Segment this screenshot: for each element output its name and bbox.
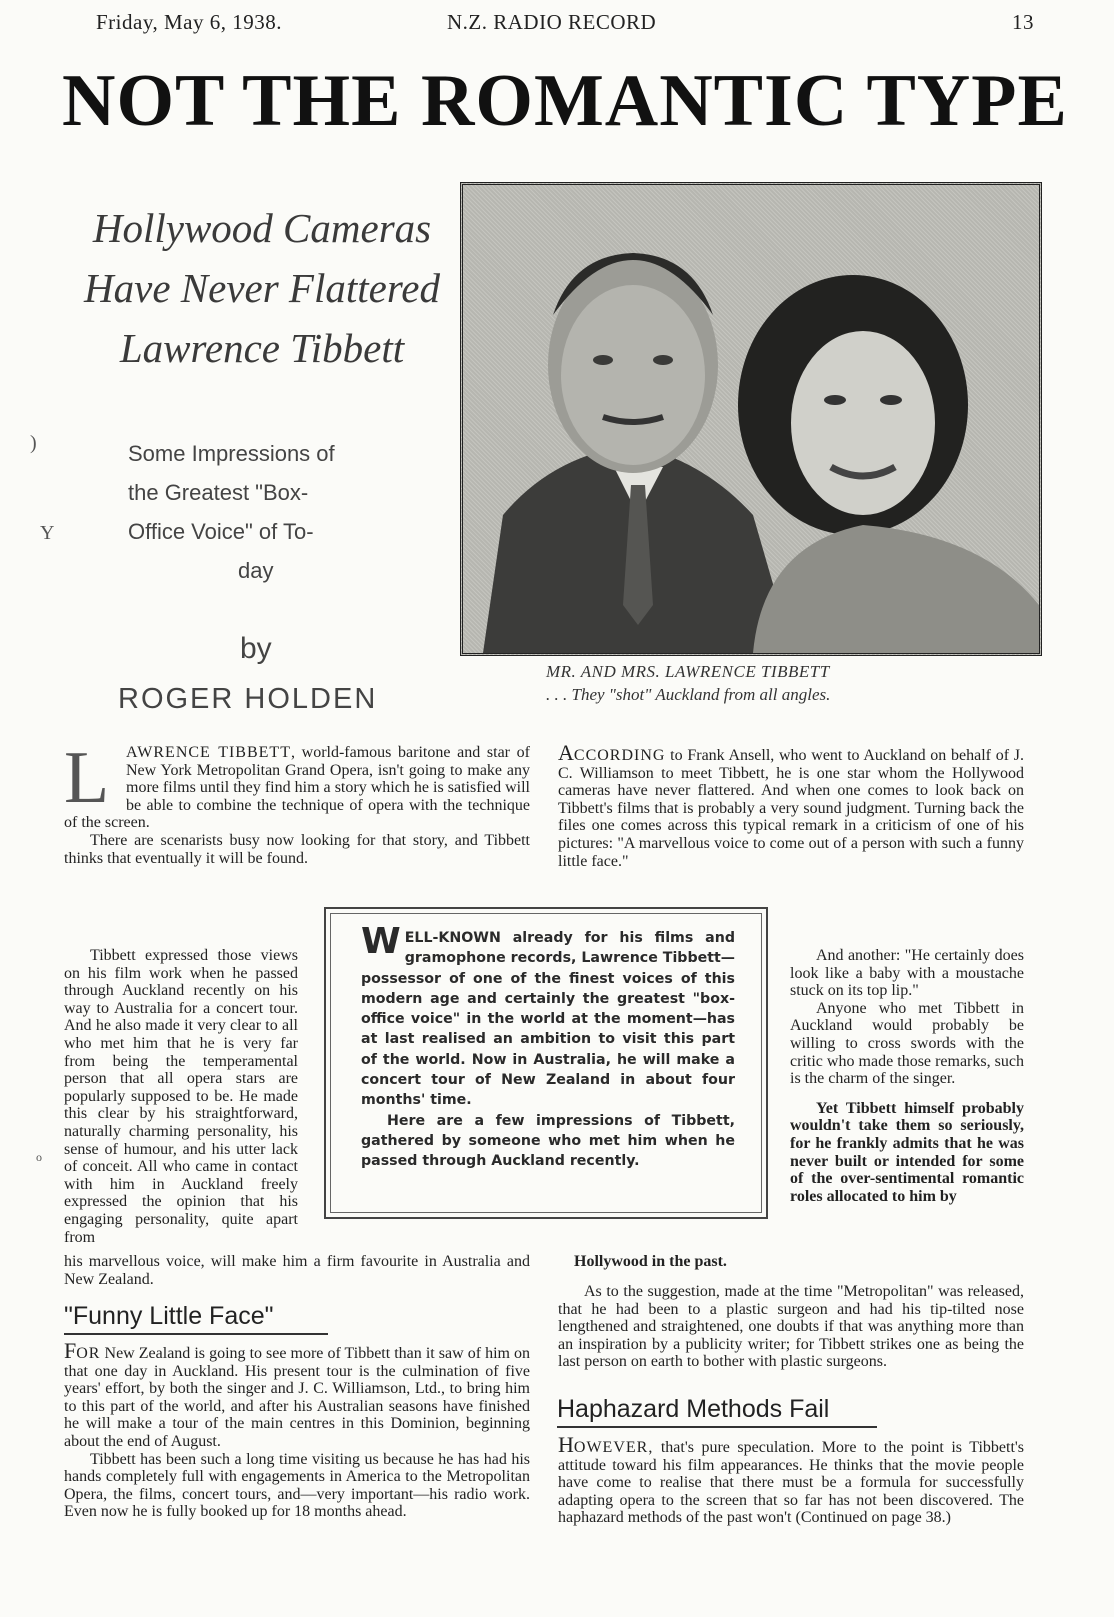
- paragraph-another: And another: "He certainly does look like a baby with a moustache stuck on its top lip.": [790, 947, 1024, 1000]
- photo-illustration: [463, 185, 1039, 653]
- standfirst-line-3: Office Voice" of To-: [128, 519, 314, 544]
- lead-in-according: CCORDING: [573, 747, 666, 764]
- lead-in-however: OWEVER,: [573, 1439, 654, 1456]
- paragraph-engagements: Tibbett has been such a long time visiting us because he has had his hands completely full with engagements in America to the Metropolitan Opera, the films, concert tours, and—very important—his radio work. Even now he is fully booked up for 18 months ahead.: [64, 1450, 530, 1521]
- boxed-summary-inner: [330, 913, 762, 1213]
- box-paragraph-2: Here are a few impressions of Tibbett, gathered by someone who met him when he passed through Auckland recently.: [361, 1112, 735, 1170]
- paragraph-views: Tibbett expressed those views on his film work when he passed through Auckland recently on his way to Australia for a concert tour. And he also made it very clear to all who met him that he is very far from being the temperamental person that all opera stars are popularly supposed to be. He made this clear by his straightforward, naturally charming personality, his sense of humour, and his utter lack of conceit. All who came in contact with him in Auckland freely expressed the opinion that his engaging personality, quite apart from: [64, 947, 298, 1246]
- deck-line-2: Have Never Flattered: [84, 265, 440, 311]
- box-paragraph-1: ELL-KNOWN already for his films and gramophone records, Lawrence Tibbett—possessor of one of the finest voices of this modern age and certainly the greatest "box-office voice" in the world at the moment—has at last realised an ambition to visit this part of the world. Now in Australia, he will make a concert tour of New Zealand in about four months' time.: [361, 930, 735, 1109]
- paragraph-anyone: Anyone who met Tibbett in Auckland would probably be willing to cross swords with the critic who made those remarks, such is the charm of the singer.: [790, 999, 1024, 1088]
- standfirst-line-1: Some Impressions of: [128, 441, 335, 466]
- deck-line-1: Hollywood Cameras: [92, 205, 432, 251]
- paragraph-yet-tibbett: Yet Tibbett himself probably wouldn't take them so seriously, for he frankly admits that he was never built or intended for some of the over-sentimental romantic roles allocated to him by: [790, 1099, 1024, 1205]
- boxed-summary: [324, 907, 768, 1219]
- standfirst-line-4: day: [238, 558, 274, 583]
- headline: NOT THE ROMANTIC TYPE: [62, 60, 1068, 142]
- header-date: Friday, May 6, 1938.: [96, 10, 282, 34]
- left-column-intro: [64, 737, 530, 867]
- left-column-end: [64, 1253, 530, 1288]
- header-publication: N.Z. RADIO RECORD: [447, 10, 657, 34]
- photo-caption-subtitle: . . . They "shot" Auckland from all angles.: [546, 685, 831, 704]
- subhead-haphazard-methods: Haphazard Methods Fail: [557, 1395, 877, 1428]
- header-page-number: 13: [1012, 10, 1034, 34]
- lead-in-for: OR: [76, 1345, 101, 1362]
- margin-mark-3: o: [36, 1150, 42, 1164]
- margin-mark-2: Y: [40, 522, 55, 544]
- lead-in-lawrence-tibbett: AWRENCE TIBBETT: [126, 744, 291, 761]
- dropcap-w: W: [361, 921, 401, 962]
- paragraph-hollywood-past: Hollywood in the past.: [574, 1253, 727, 1270]
- photo-caption-title: MR. AND MRS. LAWRENCE TIBBETT: [546, 662, 830, 681]
- deck-line-3: Lawrence Tibbett: [119, 325, 405, 371]
- paragraph-tour: New Zealand is going to see more of Tibbett than it saw of him on that one day in Auckland. His present tour is the culmination of five years' effort, by both the singer and J. C. Williamson, Ltd., to bring him to this part of the world, and after his Australian seasons have finished he will make a tour of the main centres in this Dominion, beginning about the end of August.: [64, 1345, 530, 1450]
- left-column-narrow: [64, 947, 298, 1246]
- right-column-intro: [558, 740, 1024, 870]
- deck: [62, 198, 462, 378]
- paragraph-ansell: to Frank Ansell, who went to Auckland on behalf of J. C. Williamson to meet Tibbett, he is one star whom the Hollywood cameras have never flattered. And when one comes to look back on Tibbett's films that is probably a very sound judgment. Turning back the files one comes across this typical remark in a criticism of one of his pictures: "A marvellous voice to come out of a person with such a funny little face.": [558, 747, 1024, 870]
- section-haphazard-methods: [558, 1432, 1024, 1527]
- photo-mr-mrs-tibbett: [460, 182, 1042, 656]
- dropcap-l: L: [64, 737, 110, 819]
- paragraph-views-end: his marvellous voice, will make him a firm favourite in Australia and New Zealand.: [64, 1253, 530, 1288]
- standfirst-line-2: the Greatest "Box-: [128, 480, 309, 505]
- paragraph-speculation: that's pure speculation. More to the point is Tibbett's attitude toward his film appearances. He thinks that the movie people have come to realise that there must be a formula for successfully adapting opera to the screen that so far has not been discovered. The haphazard methods of the past won't (Continued on page 38.): [558, 1439, 1024, 1527]
- dropcap-f: F: [64, 1338, 77, 1363]
- paragraph-plastic-surgeon: As to the suggestion, made at the time "Metropolitan" was released, that he had been to a plastic surgeon and had his tip-tilted nose lengthened and straightened, one doubts if that was anything more than an inspiration by a publicity writer; for Tibbett strikes one as being the last person on earth to bother with plastic surgeons.: [558, 1283, 1024, 1371]
- margin-mark-1: ): [30, 432, 37, 454]
- paragraph-scenarists: There are scenarists busy now looking for that story, and Tibbett thinks that eventually it will be found.: [64, 831, 530, 867]
- subhead-funny-little-face: "Funny Little Face": [64, 1302, 328, 1335]
- byline-author: ROGER HOLDEN: [118, 683, 378, 715]
- byline-by: by: [240, 632, 272, 665]
- paragraph-intro: , world-famous baritone and star of New York Metropolitan Grand Opera, isn't going to make any more films until they find him a story which he is satisfied will be able to combine the technique of opera with the technique of the screen.: [64, 744, 530, 832]
- standfirst: [128, 434, 398, 590]
- right-column-narrow: [790, 947, 1024, 1205]
- dropcap-a: A: [558, 740, 574, 765]
- section-funny-little-face: [64, 1338, 530, 1521]
- dropcap-h: H: [558, 1432, 574, 1457]
